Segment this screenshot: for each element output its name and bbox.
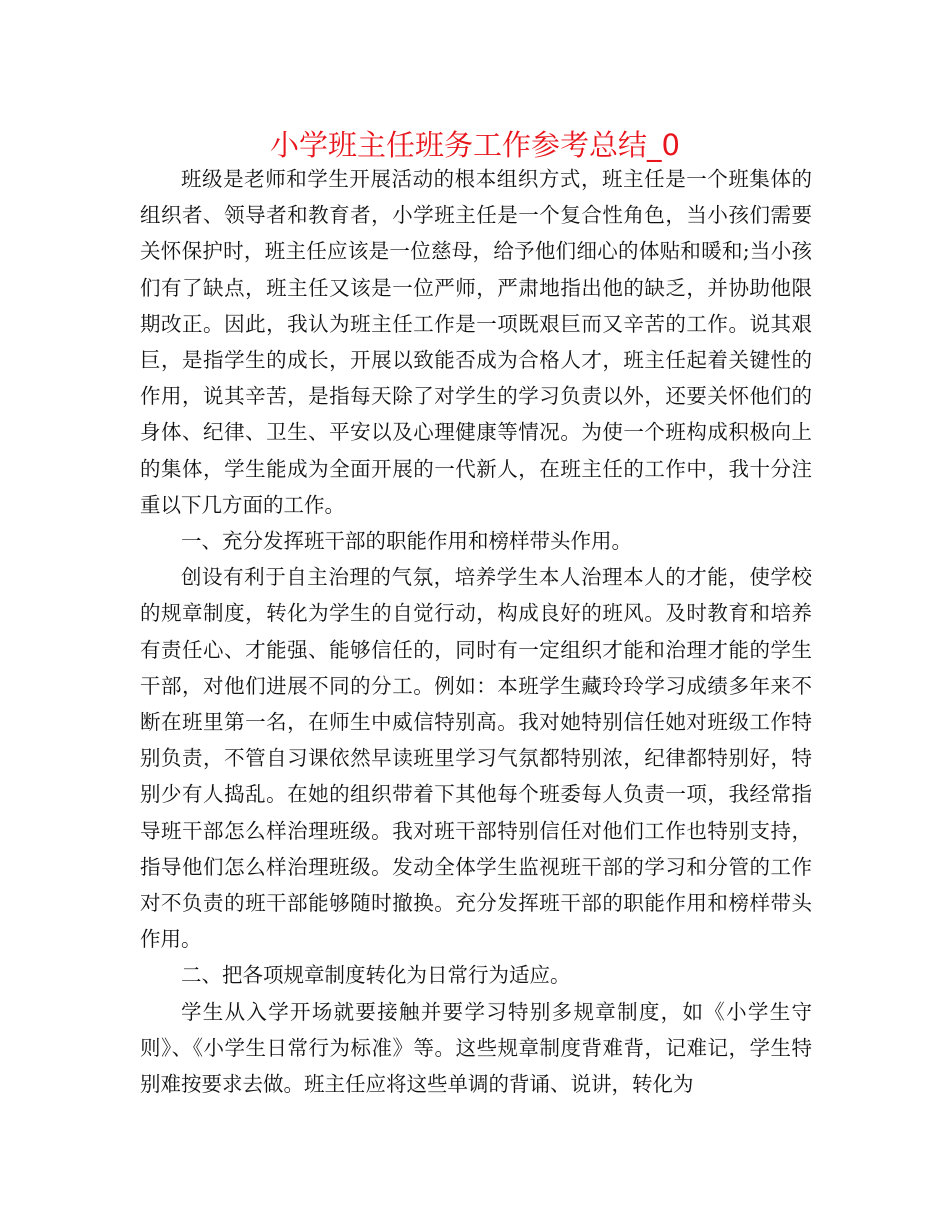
paragraph-intro: 班级是老师和学生开展活动的根本组织方式，班主任是一个班集体的组织者、领导者和教育者，小学班主任是一个复合性角色，当小孩们需要关怀保护时，班主任应该是一位慈母，给予他们细心的体贴和暖和;当小孩们有了缺点，班主任又该是一位严师，严肃地指出他的缺乏，并协助他限期改正。因此，我认为班主任工作是一项既艰巨而又辛苦的工作。说其艰巨，是指学生的成长，开展以致能否成为合格人才，班主任起着关键性的作用，说其辛苦，是指每天除了对学生的学习负责以外，还要关怀他们的身体、纪律、卫生、平安以及心理健康等情况。为使一个班构成积极向上的集体，学生能成为全面开展的一代新人，在班主任的工作中，我十分注重以下几方面的工作。	[140, 167, 812, 517]
document-title: 小学班主任班务工作参考总结_0	[270, 128, 680, 162]
paragraph-section-1: 创设有利于自主治理的气氛，培养学生本人治理本人的才能，使学校的规章制度，转化为学生的自觉行动，构成良好的班风。及时教育和培养有责任心、才能强、能够信任的，同时有一定组织才能和治理才能的学生干部，对他们进展不同的分工。例如：本班学生藏玲玲学习成绩多年来不断在班里第一名，在师生中威信特别高。我对她特别信任她对班级工作特别负责，不管自习课依然早读班里学习气氛都特别浓，纪律都特别好，特别少有人捣乱。在她的组织带着下其他每个班委每人负责一项，我经常指导班干部怎么样治理班级。我对班干部特别信任对他们工作也特别支持，指导他们怎么样治理班级。发动全体学生监视班干部的学习和分管的工作对不负责的班干部能够随时撤换。充分发挥班干部的职能作用和榜样带头作用。	[140, 565, 812, 952]
paragraph-section-2: 学生从入学开场就要接触并要学习特别多规章制度，如《小学生守则》、《小学生日常行为标准》等。这些规章制度背难背，记难记，学生特别难按要求去做。班主任应将这些单调的背诵、说讲，转化为	[140, 999, 812, 1097]
section-heading-1: 一、充分发挥班干部的职能作用和榜样带头作用。	[181, 529, 632, 554]
document-body	[140, 161, 812, 1102]
section-heading-2: 二、把各项规章制度转化为日常行为适应。	[181, 963, 571, 988]
